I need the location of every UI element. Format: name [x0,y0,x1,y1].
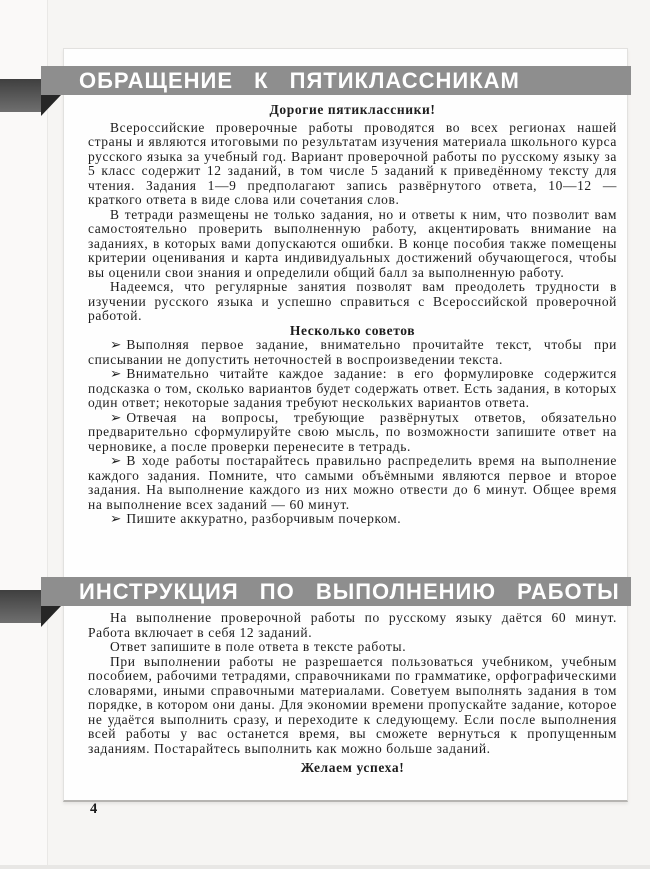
tip-text: Отвечая на вопросы, требующие развёрнутых ответов, обязательно предварительно сформулируйте свою мысль, по возможности запишите ответ на черновике, а после проверки перенесите в тетрадь. [88,409,617,454]
ribbon-fold [41,95,61,116]
page-number: 4 [90,801,98,817]
arrow-bullet-icon: ➢ [110,337,122,352]
tip-text: В ходе работы постарайтесь правильно распределить время на выполнение каждого задания. Помните, что самыми объёмными являются первое и второе задания. На выполнение каждого из них можно отвести до 6 минут. Общее время на выполнение всех заданий — 60 минут. [88,453,617,512]
instruction-section-body [88,611,617,779]
address-section-body [88,103,617,527]
tip-item [88,454,617,512]
section-banner-address [41,66,631,95]
paragraph: Ответ запишите в поле ответа в тексте работы. [110,639,407,654]
tip-item [88,338,617,367]
arrow-bullet-icon: ➢ [110,453,122,468]
tips-heading: Несколько советов [289,322,416,338]
ribbon-tail [0,590,41,623]
ribbon-fold [41,606,61,627]
paragraph: При выполнении работы не разрешается пользоваться учебником, учебным пособием, рабочими тетрадями, справочниками по грамматике, орфографическими словарями, иными справочными материалами. Советуем выполнять задания в том порядке, в котором они даны. Для экономии времени пропускайте задание, которое не удаётся выполнить сразу, и переходите к следующему. Если после выполнения всей работы у вас останется время, вы сможете вернуться к пропущенным заданиям. Постарайтесь выполнить как можно больше заданий. [88,653,617,756]
paragraph: В тетради размещены не только задания, но и ответы к ним, что позволит вам самостоятельно проверить выполненную работу, акцентировать внимание на заданиях, в которых вами допускаются ошибки. В конце пособия также помещены критерии оценивания и карта индивидуальных достижений обучающегося, чтобы вы оценили свои знания и определили общий балл за выполненную работу. [88,206,617,280]
paragraph: Надеемся, что регулярные занятия позволят вам преодолеть трудности в изучении русского языка и успешно справиться с Всероссийской проверочной работой. [88,279,617,323]
tip-text: Внимательно читайте каждое задание: в его формулировке содержится подсказка о том, сколько вариантов будет содержать ответ. Есть задания, в которых один ответ; некоторые задания требуют нескольких вариантов ответа. [88,366,617,410]
closing-line: Желаем успеха! [300,760,405,775]
tip-text: Выполняя первое задание, внимательно прочитайте текст, чтобы при списывании не допустить неточностей в воспроизведении текста. [88,337,617,367]
tip-item [88,411,617,455]
arrow-bullet-icon: ➢ [110,366,122,381]
ribbon-tail [0,79,41,112]
arrow-bullet-icon: ➢ [110,409,122,425]
scan-bottom-edge [0,865,650,869]
instruction-paragraphs [88,611,617,756]
tip-text: Пишите аккуратно, разборчивым почерком. [126,511,402,526]
section-banner-instruction [41,577,631,606]
tips-list [88,338,617,527]
section-banner-title: ИНСТРУКЦИЯ ПО ВЫПОЛНЕНИЮ РАБОТЫ [79,579,620,604]
tip-item [88,367,617,411]
salutation-heading: Дорогие пятиклассники! [269,102,436,117]
scan-paper-edge [0,0,48,869]
tip-item [88,512,617,527]
paragraph: На выполнение проверочной работы по русскому языку даётся 60 минут. Работа включает в себя 12 заданий. [88,610,617,640]
address-paragraphs [88,121,617,324]
paragraph: Всероссийские проверочные работы проводятся во всех регионах нашей страны и являются итоговыми по результатам изучения материала школьного курса русского языка за учебный год. Вариант проверочной работы по русскому языку за 5 класс содержит 12 заданий, в том числе 5 заданий к приведённому тексту для чтения. Задания 1—9 предполагают запись развёрнутого ответа, 10—12 — краткого ответа в виде слова или сочетания слов. [88,119,617,207]
arrow-bullet-icon: ➢ [110,511,122,526]
section-banner-title: ОБРАЩЕНИЕ К ПЯТИКЛАССНИКАМ [79,68,520,93]
